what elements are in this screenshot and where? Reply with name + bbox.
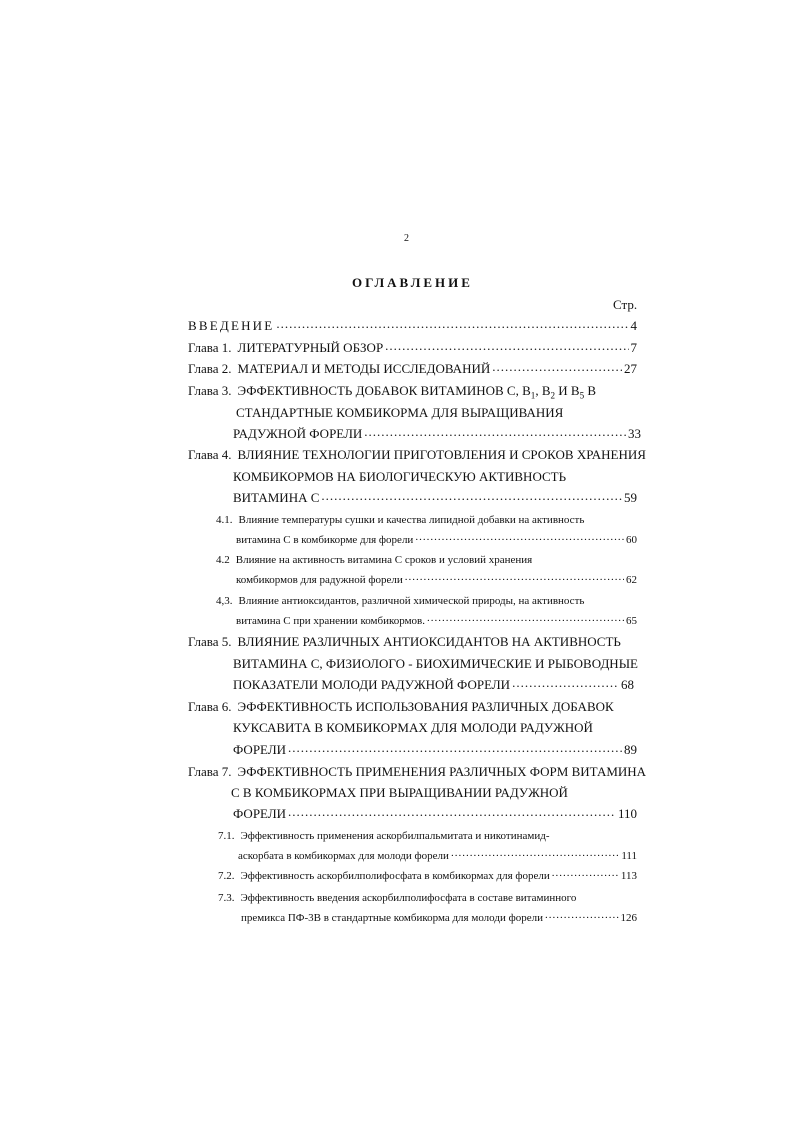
dot-leader: [405, 572, 624, 583]
toc-entry-label: 4.1.: [216, 514, 233, 526]
toc-entry-text: ФОРЕЛИ: [233, 742, 287, 757]
dot-leader: [321, 489, 622, 502]
toc-entry-text: МАТЕРИАЛ И МЕТОДЫ ИССЛЕДОВАНИЙ: [237, 361, 491, 376]
toc-entry-text: ЭФФЕКТИВНОСТЬ ПРИМЕНЕНИЯ РАЗЛИЧНЫХ ФОРМ ВИТАМИНА: [237, 764, 647, 779]
toc-entry-text: Эффективность введения аскорбилполифосфата в составе витаминного: [240, 892, 577, 904]
toc-entry-text: Эффективность применения аскорбилпальмитата и никотинамид-: [240, 830, 550, 842]
toc-entry-page: 27: [624, 361, 637, 376]
toc-entry-label: Глава 4.: [188, 447, 232, 462]
toc-entry-text: ВЛИЯНИЕ РАЗЛИЧНЫХ АНТИОКСИДАНТОВ НА АКТИВНОСТЬ: [237, 634, 621, 649]
toc-entry-continuation: [231, 784, 568, 802]
toc-entry-label: Глава 3.: [188, 383, 232, 398]
dot-leader: [288, 805, 616, 818]
toc-entry-text: Влияние на активность витамина С сроков и условий хранения: [235, 554, 533, 566]
toc-entry-chapter-3: [188, 382, 596, 400]
toc-entry-text: Влияние температуры сушки и качества липидной добавки на активность: [238, 514, 585, 526]
toc-entry-page: 126: [620, 912, 637, 924]
toc-entry-chapter-7: [188, 763, 646, 781]
toc-entry-continuation: [236, 571, 637, 589]
toc-entry-section-7-1: [218, 827, 549, 845]
toc-entry-text: витамина С в комбикорме для форели: [236, 534, 414, 546]
toc-entry-page: 113: [620, 870, 637, 882]
toc-entry-continuation: [241, 909, 637, 927]
toc-entry-text: премикса ПФ-3В в стандартные комбикорма для молоди форели: [241, 912, 543, 924]
toc-entry-continuation: [233, 741, 637, 759]
toc-entry-continuation: [236, 404, 563, 422]
dot-leader: [288, 741, 622, 754]
page-number: 2: [404, 233, 409, 244]
toc-entry-page: 62: [626, 574, 637, 586]
toc-entry-chapter-1: [188, 339, 637, 357]
toc-entry-text: ПОКАЗАТЕЛИ МОЛОДИ РАДУЖНОЙ ФОРЕЛИ: [233, 677, 511, 692]
dot-leader: [512, 676, 619, 689]
toc-entry-chapter-4: [188, 446, 646, 464]
toc-entry-chapter-6: [188, 698, 614, 716]
toc-entry-chapter-5: [188, 633, 621, 651]
toc-entry-text: ВИТАМИНА С: [233, 490, 320, 505]
toc-entry-label: Глава 1.: [188, 340, 232, 355]
toc-entry-text: аскорбата в комбикормах для молоди форели: [238, 850, 449, 862]
toc-entry-label: Глава 2.: [188, 361, 232, 376]
toc-entry-continuation: [233, 676, 634, 694]
toc-entry-continuation: [236, 531, 637, 549]
toc-entry-label: 7.2.: [218, 870, 235, 882]
toc-entry-label: 4,3.: [216, 595, 233, 607]
dot-leader: [427, 613, 624, 624]
toc-title: ОГЛАВЛЕНИЕ: [352, 275, 473, 290]
toc-entry-text: комбикормов для радужной форели: [236, 574, 403, 586]
toc-entry-page: 89: [624, 742, 637, 757]
toc-entry-page: 60: [626, 534, 637, 546]
dot-leader: [276, 317, 628, 330]
toc-entry-text: СТАНДАРТНЫЕ КОМБИКОРМА ДЛЯ ВЫРАЩИВАНИЯ: [236, 405, 564, 420]
toc-entry-section-4-2: [216, 551, 532, 569]
toc-entry-continuation: [233, 805, 637, 823]
toc-entry-continuation: [238, 847, 637, 865]
dot-leader: [552, 868, 619, 879]
toc-entry-label: Глава 6.: [188, 699, 232, 714]
toc-entry-introduction: [188, 317, 637, 335]
toc-entry-label: Глава 5.: [188, 634, 232, 649]
toc-entry-page: 4: [630, 318, 637, 333]
toc-entry-continuation: [233, 468, 566, 486]
toc-entry-text: витамина С при хранении комбикормов.: [236, 615, 425, 627]
toc-entry-text: ВЛИЯНИЕ ТЕХНОЛОГИИ ПРИГОТОВЛЕНИЯ И СРОКОВ ХРАНЕНИЯ: [237, 447, 646, 462]
toc-entry-text: С В КОМБИКОРМАХ ПРИ ВЫРАЩИВАНИИ РАДУЖНОЙ: [231, 785, 568, 800]
toc-entry-text: КУКСАВИТА В КОМБИКОРМАХ ДЛЯ МОЛОДИ РАДУЖНОЙ: [233, 720, 593, 735]
toc-entry-label: 7.3.: [218, 892, 235, 904]
toc-entry-page: 59: [624, 490, 637, 505]
toc-entry-page: 33: [628, 426, 641, 441]
toc-entry-text: Эффективность аскорбилполифосфата в комбикормах для форели: [240, 870, 550, 882]
toc-entry-page: 111: [621, 850, 637, 862]
toc-entry-continuation: [236, 612, 637, 630]
toc-entry-label: 4.2: [216, 554, 230, 566]
dot-leader: [492, 360, 622, 373]
toc-entry-continuation: [233, 655, 638, 673]
page-column-label: Стр.: [613, 297, 638, 312]
toc-entry-continuation: [233, 425, 641, 443]
toc-entry-text: ЭФФЕКТИВНОСТЬ ИСПОЛЬЗОВАНИЯ РАЗЛИЧНЫХ ДОБАВОК: [237, 699, 614, 714]
dot-leader: [364, 425, 626, 438]
toc-entry-text: ВИТАМИНА С, ФИЗИОЛОГО - БИОХИМИЧЕСКИЕ И РЫБОВОДНЫЕ: [233, 656, 638, 671]
toc-entry-label: 7.1.: [218, 830, 235, 842]
toc-entry-section-7-2: [218, 867, 637, 885]
toc-entry-page: 7: [630, 340, 637, 355]
toc-entry-page: 65: [626, 615, 637, 627]
toc-entry-text: ЭФФЕКТИВНОСТЬ ДОБАВОК ВИТАМИНОВ С, $В_1$, $В_2$ И $В_5$ В: [237, 383, 597, 401]
dot-leader: [415, 532, 624, 543]
toc-entry-text: ЛИТЕРАТУРНЫЙ ОБЗОР: [237, 340, 384, 355]
toc-entry-page: 110: [617, 806, 637, 821]
toc-entry-continuation: [233, 489, 637, 507]
toc-entry-continuation: [233, 719, 593, 737]
toc-entry-section-4-1: [216, 511, 584, 529]
toc-entry-text: РАДУЖНОЙ ФОРЕЛИ: [233, 426, 363, 441]
toc-entry-chapter-2: [188, 360, 637, 378]
toc-entry-section-7-3: [218, 889, 576, 907]
toc-entry-text: ФОРЕЛИ: [233, 806, 287, 821]
toc-entry-label: Глава 7.: [188, 764, 232, 779]
toc-entry-text: ВВЕДЕНИЕ: [188, 318, 275, 333]
dot-leader: [451, 848, 619, 859]
toc-entry-section-4-3: [216, 592, 584, 610]
toc-entry-page: 68: [621, 677, 634, 692]
toc-entry-text: КОМБИКОРМОВ НА БИОЛОГИЧЕСКУЮ АКТИВНОСТЬ: [233, 469, 567, 484]
toc-entry-text: Влияние антиоксидантов, различной химической природы, на активность: [238, 595, 585, 607]
dot-leader: [545, 910, 619, 921]
dot-leader: [385, 339, 628, 352]
